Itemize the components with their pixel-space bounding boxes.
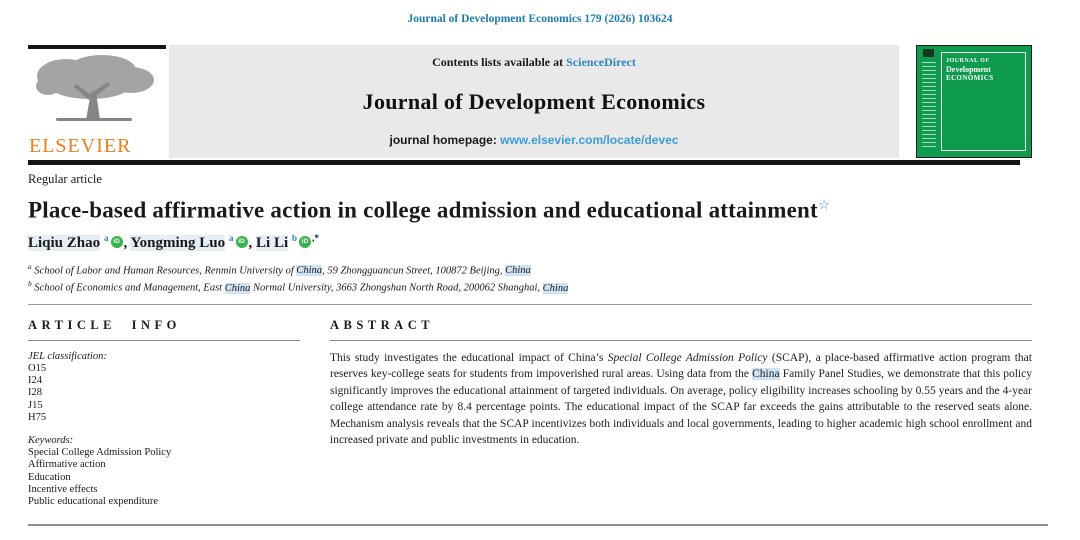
author-name: Liqiu Zhao (28, 234, 101, 251)
homepage-line (169, 133, 899, 147)
entity-highlight: China (505, 265, 531, 277)
article-info-heading: ARTICLE INFO (28, 317, 181, 332)
homepage-link[interactable]: www.elsevier.com/locate/devec (500, 133, 679, 147)
author-name: Yongming Luo (130, 234, 226, 251)
journal-cover-thumbnail[interactable] (916, 45, 1032, 158)
author-line (28, 234, 1032, 252)
affiliation-ref-sup[interactable]: a (103, 233, 109, 244)
abstract-column (330, 318, 1032, 509)
keyword-list (28, 447, 300, 509)
cover-frame (941, 52, 1026, 151)
orcid-icon[interactable]: iD (236, 236, 248, 248)
journal-citation: Journal of Development Economics 179 (2026) 103624 (407, 13, 673, 25)
jel-code: O15 (28, 362, 47, 374)
jel-code: I24 (28, 375, 42, 387)
affiliation-a (28, 260, 1032, 278)
cover-editor-list (922, 62, 936, 147)
affiliation-b (28, 277, 1032, 295)
text-run: Family Panel Studies, we demonstrate that this policy significantly improves the educational attainment of targeted individuals. On average, policy eligibility increases schooling by 0.55 years and the 4-year college attendance rate by 8.4 percentage points. The educational impact of the SCAP far exceeds the gains attributable to the reserved seats alone. Mechanism analysis reveals that the SCAP incentivizes both individuals and local governments, leading to higher academic high school enrollment and increased private and public investments in education. (330, 368, 1032, 447)
article-type-label: Regular article (28, 172, 102, 186)
journal-title: Journal of Development Economics (362, 88, 706, 114)
keywords-label: Keywords: (28, 434, 74, 446)
elsevier-tree-icon (30, 52, 160, 128)
text-run: , (123, 234, 131, 251)
orcid-icon[interactable]: iD (111, 236, 123, 248)
entity-highlight: China (224, 282, 251, 294)
corresponding-author-sup[interactable]: ,* (312, 233, 320, 244)
article-title (28, 191, 838, 225)
elsevier-wordmark: ELSEVIER (29, 135, 132, 157)
text-run: School of Labor and Human Resources, Renmin University of (31, 265, 297, 277)
cover-publisher-mark (923, 49, 934, 57)
contents-line-prefix: Contents lists available at (432, 55, 567, 69)
text-run: Place-based affirmative action in college admission and educational attainment (28, 197, 818, 223)
text-run: , (248, 234, 257, 251)
text-run: School of Economics and Management, East (31, 282, 225, 294)
orcid-icon[interactable]: iD (299, 236, 311, 248)
jel-code: H75 (28, 412, 47, 424)
abstract-heading: ABSTRACT (330, 317, 435, 332)
elsevier-logo[interactable] (28, 45, 166, 158)
article-info-column (28, 318, 300, 509)
abstract-rule (330, 340, 1032, 341)
keyword: Incentive effects (28, 483, 98, 495)
keyword: Affirmative action (28, 459, 106, 471)
text-run: (SCAP), a place-based affirmative action program that reserves key-college seats for students from impoverished rural areas. Using data from the (330, 351, 1032, 381)
keyword: Education (28, 471, 71, 483)
text-run: , 59 Zhongguancun Street, 100872 Beijing, (322, 265, 506, 277)
jel-code-list (28, 363, 300, 425)
footer-divider (28, 524, 1048, 526)
italic-term: Special College Admission Policy (607, 351, 768, 364)
article-info-rule (28, 340, 300, 341)
affiliation-ref-sup[interactable]: b (291, 233, 298, 244)
entity-highlight: China (296, 265, 323, 277)
affiliation-sup-marker: a (28, 261, 32, 271)
cover-title (942, 53, 1025, 87)
contents-line (169, 55, 899, 70)
homepage-prefix: journal homepage: (389, 133, 501, 147)
text-run: Normal University, 3663 Zhongshan North Road, 200062 Shanghai, (250, 282, 543, 294)
text-run: This study investigates the educational impact of China’s (330, 351, 608, 364)
jel-code: I28 (28, 387, 42, 399)
journal-banner (169, 45, 899, 158)
affiliation-ref-sup[interactable]: a (228, 233, 234, 244)
entity-highlight: China (542, 282, 569, 294)
jel-code: J15 (28, 399, 43, 411)
abstract-text (330, 350, 1032, 449)
affiliation-sup-marker: b (28, 279, 32, 289)
article-content (28, 172, 1032, 509)
entity-highlight: China (752, 368, 780, 381)
section-divider (28, 304, 1032, 305)
jel-label: JEL classification: (28, 350, 107, 362)
sciencedirect-link[interactable]: ScienceDirect (566, 55, 636, 69)
cover-title-line3: ECONOMICS (946, 74, 994, 83)
masthead (28, 45, 1032, 158)
keyword: Public educational expenditure (28, 496, 159, 508)
masthead-divider (28, 160, 1020, 165)
author-name: Li Li (256, 234, 289, 251)
info-abstract-columns (28, 318, 1032, 509)
cover-title-line1: JOURNAL OF (946, 58, 990, 64)
cover-title-line2: Development (946, 64, 991, 74)
keyword: Special College Admission Policy (28, 446, 172, 458)
title-footnote-star[interactable]: ☆ (817, 197, 831, 212)
